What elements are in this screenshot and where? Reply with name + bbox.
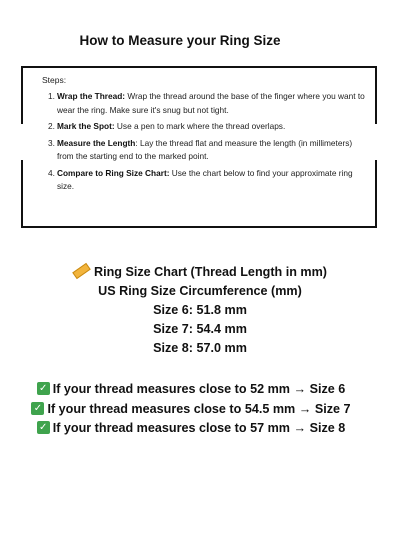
- size-row-8: Size 8: 57.0 mm: [153, 341, 247, 355]
- step-body: [57, 120, 366, 134]
- step-item: [48, 167, 366, 194]
- steps-label: Steps:: [42, 75, 67, 85]
- step-item: [48, 120, 366, 134]
- steps-list: [48, 90, 366, 197]
- step-text: : Lay the thread flat and measure the length (in millimeters) from the starting end to the marked point.: [57, 137, 353, 161]
- step-number: 2.: [48, 121, 55, 131]
- chart-heading-row: [0, 263, 400, 282]
- chart-heading: Ring Size Chart (Thread Length in mm): [94, 265, 327, 279]
- check-mark-icon: ✓: [37, 382, 50, 395]
- step-name: Compare to Ring Size Chart:: [57, 167, 170, 178]
- size-row-6: Size 6: 51.8 mm: [153, 303, 247, 317]
- steps-box: [21, 66, 377, 228]
- check-line-text: If your thread measures close to 54.5 mm → Size 7: [47, 401, 351, 416]
- step-item: [48, 90, 366, 117]
- step-name: Measure the Length: [57, 137, 136, 148]
- box-edge-gap-right: [371, 124, 377, 160]
- step-number: 1.: [48, 91, 55, 101]
- step-body: [57, 137, 366, 164]
- step-body: [57, 167, 366, 194]
- size-guide-lines: [0, 380, 382, 439]
- check-line-text: If your thread measures close to 52 mm → Size 6: [52, 382, 346, 396]
- step-body: [57, 90, 366, 117]
- check-line: [0, 419, 382, 439]
- check-line-text: If your thread measures close to 57 mm → Size 8: [52, 421, 346, 435]
- step-item: [48, 137, 366, 164]
- size-row-7: Size 7: 54.4 mm: [153, 322, 247, 336]
- ring-size-chart: [0, 263, 400, 358]
- step-name: Mark the Spot:: [57, 121, 115, 131]
- check-mark-icon: ✓: [37, 421, 50, 434]
- check-mark-icon: ✓: [31, 402, 44, 415]
- box-edge-gap-left: [21, 124, 27, 160]
- check-line: [0, 400, 382, 420]
- check-line: [0, 380, 382, 400]
- step-text: Use a pen to mark where the thread overlaps.: [114, 121, 286, 131]
- step-text: Use the chart below to find your approximate ring size.: [57, 167, 353, 191]
- ruler-icon: [72, 263, 91, 279]
- chart-subheading: US Ring Size Circumference (mm): [98, 284, 302, 298]
- step-number: 4.: [48, 167, 55, 178]
- step-number: 3.: [48, 137, 55, 148]
- step-text: Wrap the thread around the base of the finger where you want to wear the ring. Make sure it's snug but not tight.: [57, 91, 365, 115]
- page-title: How to Measure your Ring Size: [79, 33, 281, 48]
- step-name: Wrap the Thread:: [57, 91, 126, 101]
